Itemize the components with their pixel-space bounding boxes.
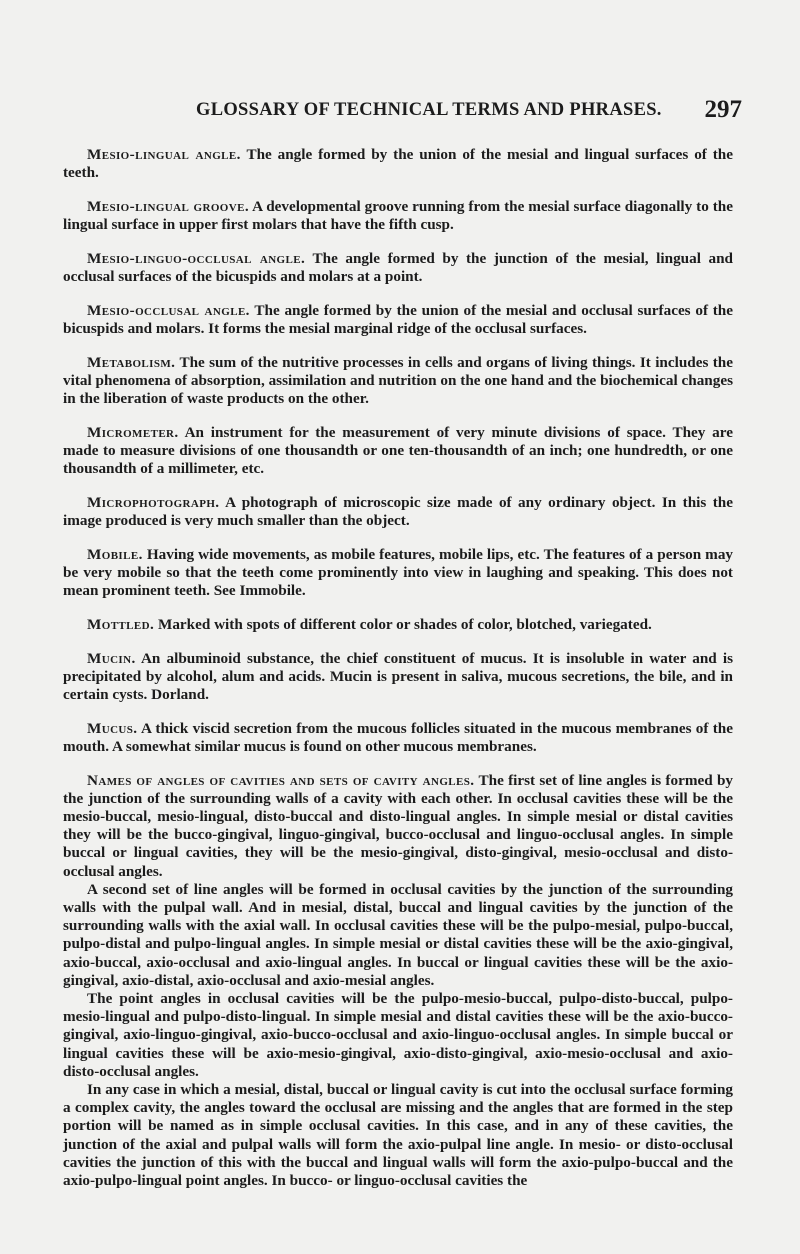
entry-term: Mesio-occlusal angle.	[87, 301, 250, 319]
entry-term: Mesio-linguo-occlusal angle.	[87, 249, 306, 267]
entry-term: Mesio-lingual groove.	[87, 197, 250, 215]
glossary-entry-micrometer	[63, 424, 733, 479]
page-number: 297	[704, 96, 742, 123]
glossary-entry-mottled	[63, 616, 733, 634]
glossary-entry-names-of-angles	[63, 772, 733, 881]
entry-term: Microphotograph.	[87, 493, 220, 511]
entry-definition: The angle formed by the junction of the mesial, lingual and occlusal surfaces of the bicuspids and molars at a point.	[63, 249, 733, 286]
entry-term: Mucin.	[87, 649, 136, 667]
entry-definition: The first set of line angles is formed by the junction of the surrounding walls of a cavity with each other. In occlusal cavities these will be the mesio-buccal, mesio-lingual, disto-buccal and disto-lingual angles. In simple mesial or distal cavities they will be the bucco-gingival, linguo-gingival, bucco-occlusal and linguo-occlusal angles. In simple buccal or lingual cavities, they will be the mesio-gingival, disto-gingival, mesio-occlusal and disto-occlusal angles.	[63, 771, 733, 880]
entry-definition: The sum of the nutritive processes in cells and organs of living things. It includes the vital phenomena of absorption, assimilation and nutrition on the one hand and the biochemical changes in the liberation of waste products on the other.	[63, 353, 733, 408]
entry-definition: An instrument for the measurement of very minute divisions of space. They are made to measure divisions of one thousandth or one ten-thousandth of an inch; one hundredth, or one thousandth of a millimeter, etc.	[63, 423, 733, 478]
glossary-entry-metabolism	[63, 354, 733, 409]
glossary-paragraph: In any case in which a mesial, distal, buccal or lingual cavity is cut into the occlusal surface forming a complex cavity, the angles toward the occlusal are missing and the angles that are formed in the step portion will be named as in simple occlusal cavities. In this case, and in any of these cavities, the junction of the axial and pulpal walls will form the axio-pulpal line angle. In mesio- or disto-occlusal cavities the junction of this with the buccal and lingual walls will form the axio-pulpo-buccal and the axio-pulpo-lingual point angles. In bucco- or linguo-occlusal cavities the	[63, 1081, 733, 1190]
entry-definition: An albuminoid substance, the chief constituent of mucus. It is insoluble in water and is precipitated by alcohol, alum and acids. Mucin is present in saliva, mucous secretions, the bile, and in certain cysts. Dorland.	[63, 649, 733, 703]
glossary-entry-microphotograph	[63, 494, 733, 530]
glossary-entry-mesio-occlusal-angle	[63, 302, 733, 338]
glossary-entry-mucin	[63, 650, 733, 705]
running-head: GLOSSARY OF TECHNICAL TERMS AND PHRASES.	[196, 100, 662, 120]
glossary-entry-mesio-linguo-occlusal-angle	[63, 250, 733, 286]
entry-definition: The angle formed by the union of the mesial and occlusal surfaces of the bicuspids and molars. It forms the mesial marginal ridge of the occlusal surfaces.	[63, 301, 733, 337]
entry-term: Mottled.	[87, 615, 155, 633]
glossary-body	[63, 146, 733, 1190]
glossary-entry-mucus	[63, 720, 733, 756]
glossary-paragraph: A second set of line angles will be formed in occlusal cavities by the junction of the surrounding walls with the pulpal wall. And in mesial, distal, buccal and lingual cavities by the junction of the surrounding walls with the axial wall. In occlusal cavities these will be the pulpo-mesial, pulpo-buccal, pulpo-distal and pulpo-lingual angles. In simple mesial or distal cavities these will be the axio-gingival, axio-buccal, axio-occlusal and axio-lingual angles. In buccal or lingual cavities these will be the axio-gingival, axio-distal, axio-occlusal and axio-mesial angles.	[63, 880, 733, 989]
entry-definition: Having wide movements, as mobile features, mobile lips, etc. The features of a person may be very mobile so that the teeth come prominently into view in laughing and speaking. This does not mean prominent teeth. See Immobile.	[63, 545, 734, 600]
glossary-entry-mobile	[63, 546, 733, 601]
entry-term: Names of angles of cavities and sets of cavity angles.	[87, 771, 475, 789]
entry-term: Mobile.	[87, 545, 143, 563]
entry-term: Metabolism.	[87, 353, 176, 371]
entry-definition: The angle formed by the union of the mesial and lingual surfaces of the teeth.	[63, 146, 733, 182]
entry-term: Mucus.	[87, 719, 138, 737]
entry-definition: Marked with spots of different color or shades of color, blotched, variegated.	[157, 615, 652, 633]
glossary-paragraph: The point angles in occlusal cavities will be the pulpo-mesio-buccal, pulpo-disto-buccal, pulpo-mesio-lingual and pulpo-disto-lingual. In simple mesial and distal cavities these will be the axio-bucco-gingival, axio-linguo-gingival, axio-bucco-occlusal and axio-linguo-occlusal angles. In simple buccal or lingual cavities these will be axio-mesio-gingival, axio-disto-gingival, axio-mesio-occlusal and axio-disto-occlusal angles.	[63, 990, 733, 1080]
entry-term: Micrometer.	[87, 423, 179, 441]
entry-definition: A thick viscid secretion from the mucous follicles situated in the mucous membranes of the mouth. A somewhat similar mucus is found on other mucous membranes.	[63, 719, 733, 755]
entry-term: Mesio-lingual angle.	[87, 146, 241, 163]
entry-definition: A photograph of microscopic size made of any ordinary object. In this the image produced is very much smaller than the object.	[63, 493, 733, 530]
glossary-entry-mesio-lingual-groove	[63, 198, 733, 234]
glossary-entry-mesio-lingual-angle	[63, 146, 733, 182]
entry-definition: A developmental groove running from the mesial surface diagonally to the lingual surface in upper first molars that have the fifth cusp.	[63, 197, 733, 234]
